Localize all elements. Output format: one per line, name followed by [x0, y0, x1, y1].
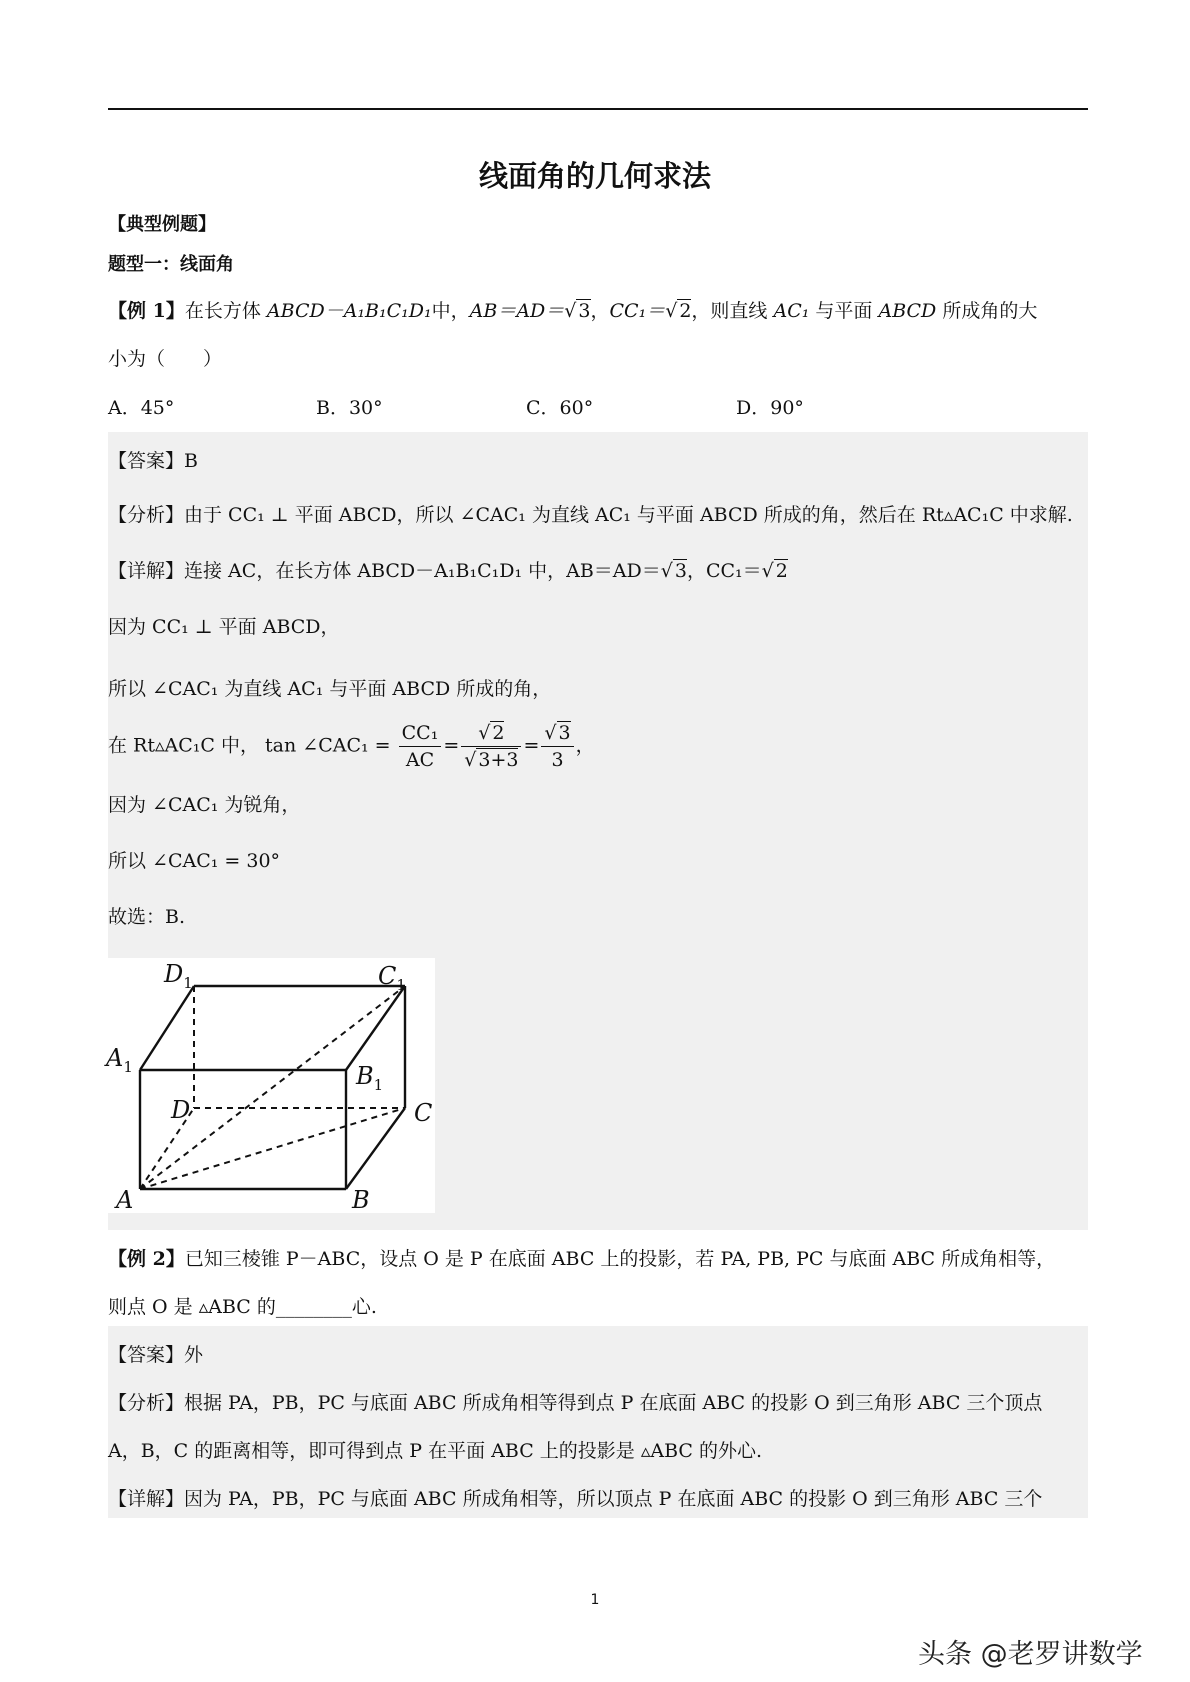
- fraction-1: [399, 720, 442, 773]
- stem-text: 中，: [431, 300, 470, 322]
- label-d: D: [171, 1096, 191, 1124]
- watermark: 头条 @老罗讲数学: [918, 1639, 1143, 1670]
- stem-text: 在长方体: [184, 300, 261, 322]
- page-title: 线面角的几何求法: [478, 159, 711, 193]
- label-b1: $B_1$: [356, 1062, 384, 1094]
- cond-cc1: CC₁＝: [609, 300, 666, 322]
- label-b: B: [352, 1186, 370, 1214]
- example1-stem-line2: 小为（ ）: [108, 348, 223, 370]
- edge-a1d1: [140, 986, 194, 1070]
- sqrt-value: 3: [558, 722, 571, 744]
- fraction-2-numerator: √ 2: [461, 720, 521, 747]
- sqrt-icon: √: [660, 560, 673, 582]
- example1-options: [108, 393, 1008, 421]
- label-c: C: [414, 1099, 433, 1127]
- label-d1: $D_1$: [164, 960, 193, 992]
- sqrt-value: 2: [492, 722, 505, 744]
- example1-analysis: [108, 500, 1073, 527]
- fraction-3-numerator: √ 3: [541, 720, 573, 747]
- section-heading: 【典型例题】: [108, 214, 216, 235]
- sqrt-icon: √: [564, 300, 577, 322]
- example1-detail-line2: 因为 CC₁ ⊥ 平面 ABCD，: [108, 616, 340, 638]
- example2-analysis-line1: [108, 1388, 1042, 1415]
- example2-stem: [108, 1244, 1055, 1271]
- label-a1: $A_1$: [106, 1044, 133, 1076]
- sqrt3-value: 3: [674, 560, 687, 582]
- plane-name: ABCD: [878, 300, 937, 322]
- example1-detail-line7: 故选：B.: [108, 906, 186, 928]
- option-c: C．60°: [526, 397, 594, 419]
- fraction-2-denominator: √ 3+3: [464, 749, 519, 771]
- equals-sign: =: [523, 734, 540, 757]
- sqrt-icon: √: [665, 300, 678, 322]
- analysis-label: 【分析】: [108, 1392, 185, 1414]
- cuboid-diagram: [108, 958, 435, 1213]
- detail-label: 【详解】: [108, 560, 185, 582]
- option-b: B．30°: [316, 397, 383, 419]
- example1-detail-line6: 所以 ∠CAC₁ = 30°: [108, 850, 281, 872]
- option-d: D．90°: [736, 397, 804, 419]
- fraction-1-denominator: AC: [405, 749, 435, 771]
- fraction-3-denominator: 3: [551, 749, 564, 771]
- example1-stem: [108, 296, 1037, 323]
- sqrt2-value: 2: [679, 300, 692, 322]
- detail-text: ，CC₁＝: [686, 560, 762, 582]
- example2-label: 【例 2】: [108, 1248, 185, 1270]
- label-c1: $C_1$: [378, 962, 406, 994]
- fraction-3: [541, 720, 573, 773]
- analysis-text: 根据 PA，PB，PC 与底面 ABC 所成角相等得到点 P 在底面 ABC 的投影 O 到三角形 ABC 三个顶点: [184, 1392, 1043, 1414]
- type-heading: 题型一：线面角: [108, 254, 234, 275]
- example1-label: 【例 1】: [108, 300, 185, 322]
- detail-label: 【详解】: [108, 1488, 185, 1510]
- sqrt3-value: 3: [578, 300, 591, 322]
- equals-sign: =: [443, 734, 460, 757]
- analysis-label: 【分析】: [108, 504, 185, 526]
- stem-text: 与平面: [815, 300, 873, 322]
- example1-detail-line1: [108, 556, 788, 583]
- line-name: AC₁: [773, 300, 810, 322]
- sqrt2-value: 2: [775, 560, 788, 582]
- cuboid-figure: [108, 958, 435, 1213]
- label-a: A: [116, 1186, 134, 1214]
- stem-text: 所成角的大: [942, 300, 1038, 322]
- solid-name: ABCD－A₁B₁C₁D₁: [266, 300, 432, 322]
- example1-answer: 【答案】B: [108, 450, 198, 472]
- example1-detail-line3: 所以 ∠CAC₁ 为直线 AC₁ 与平面 ABCD 所成的角，: [108, 678, 552, 700]
- stem-text: 已知三棱锥 P－ABC，设点 O 是 P 在底面 ABC 上的投影，若 PA, PB, PC 与底面 ABC 所成角相等，: [184, 1248, 1056, 1270]
- example1-detail-line4: [108, 720, 595, 773]
- fraction-1-numerator: CC₁: [399, 720, 442, 747]
- detail-text: 因为 PA，PB，PC 与底面 ABC 所成角相等，所以顶点 P 在底面 ABC 的投影 O 到三角形 ABC 三个: [184, 1488, 1043, 1510]
- example2-detail-line1: [108, 1484, 1042, 1511]
- tan-expression: tan ∠CAC₁ =: [265, 734, 391, 757]
- detail-text: 连接 AC，在长方体 ABCD－A₁B₁C₁D₁ 中，AB＝AD＝: [184, 560, 661, 582]
- sqrt-value: 3+3: [478, 749, 519, 771]
- cond-ab-ad: AB＝AD＝: [469, 300, 565, 322]
- comma: ，: [575, 734, 595, 757]
- page-number: 1: [590, 1592, 600, 1608]
- fraction-2: [461, 720, 521, 773]
- example2-stem-line2: 则点 O 是 ▵ABC 的________心.: [108, 1296, 377, 1318]
- example2-analysis-line2: A，B，C 的距离相等，即可得到点 P 在平面 ABC 上的投影是 ▵ABC 的外心.: [108, 1440, 763, 1462]
- option-a: A．45°: [108, 397, 175, 419]
- example1-detail-line5: 因为 ∠CAC₁ 为锐角，: [108, 794, 301, 816]
- sqrt-icon: √: [761, 560, 774, 582]
- stem-text: ，则直线: [691, 300, 768, 322]
- stem-text: ，: [590, 300, 610, 322]
- example2-answer: 【答案】外: [108, 1344, 204, 1366]
- analysis-text: 由于 CC₁ ⊥ 平面 ABCD，所以 ∠CAC₁ 为直线 AC₁ 与平面 ABCD 所成的角，然后在 Rt▵AC₁C 中求解.: [184, 504, 1073, 526]
- edge-bc: [346, 1108, 405, 1189]
- edge-b1c1: [346, 986, 405, 1070]
- header-rule: [108, 108, 1088, 110]
- detail-text: 在 Rt▵AC₁C 中，: [108, 734, 259, 757]
